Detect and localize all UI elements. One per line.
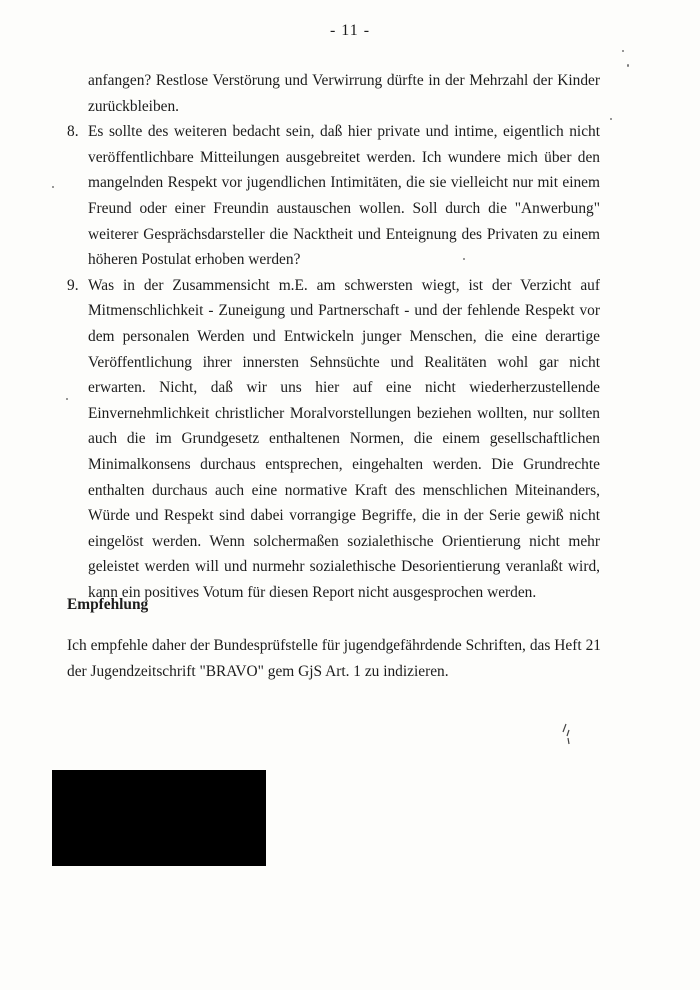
scan-speck [627,64,629,67]
pen-mark [560,722,576,746]
recommendation-paragraph: Ich empfehle daher der Bundesprüfstelle für jugendgefährdende Schriften, das Heft 21 der Jugendzeitschrift "BRAVO" gem GjS Art. 1 zu indizieren. [67,637,601,680]
list-item-8 [67,119,600,273]
redaction-block [52,770,266,866]
list-item-number: 8. [67,123,79,141]
continuation-paragraph: anfangen? Restlose Verstörung und Verwirrung dürfte in der Mehrzahl der Kinder zurückbleiben. [88,72,600,115]
recommendation-heading: Empfehlung [67,596,149,613]
page-number: - 11 - [329,22,371,39]
list-item-number: 9. [67,276,79,294]
scan-speck [52,186,54,188]
scan-speck [463,258,465,260]
scan-speck [622,50,624,52]
scan-speck [66,398,68,400]
list-item-text: Was in der Zusammensicht m.E. am schwersten wiegt, ist der Verzicht auf Mitmenschlichkeit - Zuneigung und Partnerschaft - und der fehlende Respekt vor dem personalen Werden und Entwickeln junger Menschen, die eine derartige Veröffentlichung ihrer innersten Sehnsüchte und Realitäten wohl gar nicht erwarten. Nicht, daß wir uns hier auf eine nicht wiederherzustellende Einvernehmlichkeit christlicher Moralvorstellungen beziehen wollten, nur sollten auch die im Grundgesetz enthaltenen Normen, die einem gesellschaftlichen Minimalkonsens durchaus entsprechen, eingehalten werden. Die Grundrechte enthalten durchaus auch eine normative Kraft des menschlichen Miteinanders, Würde und Respekt sind dabei vorrangige Begriffe, die in der Serie gewiß nicht eingelöst werden. Wenn solchermaßen sozialethische Orientierung nicht mehr geleistet werden will und nurmehr sozialethische Desorientierung veranlaßt wird, kann ein positives Votum für diesen Report nicht ausgesprochen werden. [88,276,600,601]
scan-speck [610,118,612,120]
list-item-text: Es sollte des weiteren bedacht sein, daß hier private und intime, eigentlich nicht veröffentlichbare Mitteilungen ausgebreitet werden. Ich wundere mich über den mangelnden Respekt vor jugendlichen Intimitäten, die sie vielleicht nur mit einem Freund oder einer Freundin austauschen wollen. Soll durch die "Anwerbung" weiterer Gesprächsdarsteller die Nacktheit und Enteignung des Privaten zu einem höheren Postulat erhoben werden? [88,123,600,269]
